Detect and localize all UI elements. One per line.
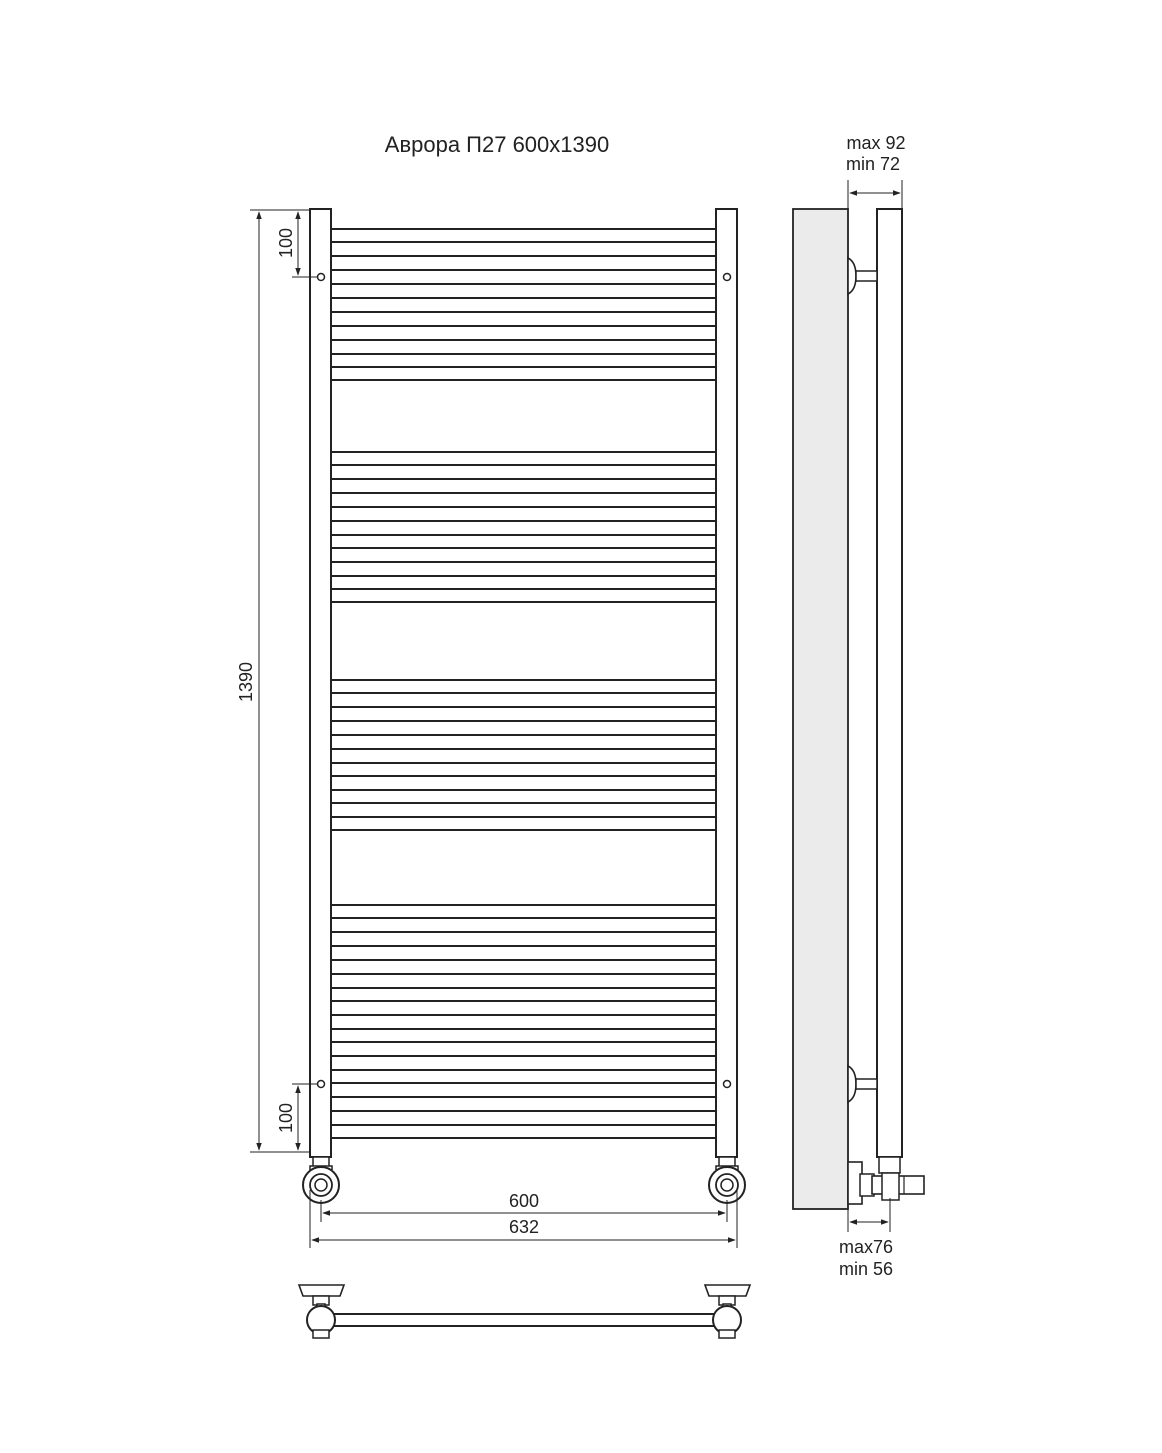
top-view-bar — [321, 1314, 727, 1326]
dimension-width-inner-label: 600 — [508, 1191, 540, 1211]
top-view — [299, 1285, 750, 1338]
valve-right — [709, 1157, 745, 1203]
mount-hole-top-right — [724, 274, 731, 281]
side-view — [793, 209, 924, 1209]
side-collector — [877, 209, 902, 1157]
side-valve — [848, 1157, 924, 1204]
right-collector — [716, 209, 737, 1157]
mount-hole-top-left — [318, 274, 325, 281]
side-bracket-bottom — [848, 1066, 877, 1102]
dimension-width-outer-label: 632 — [508, 1217, 540, 1237]
dimension-side-bottom-max: max76 — [838, 1237, 894, 1257]
dimension-bottom-offset-label: 100 — [276, 1102, 296, 1134]
mount-hole-bottom-left — [318, 1081, 325, 1088]
dimension-side-bottom-min: min 56 — [838, 1259, 894, 1279]
wall — [793, 209, 848, 1209]
top-view-right-end — [705, 1285, 750, 1338]
dimension-side-top-min: min 72 — [845, 154, 901, 174]
dimension-side-bottom — [839, 1198, 893, 1279]
left-collector — [310, 209, 331, 1157]
crossbars — [331, 229, 716, 1138]
dimension-height-label: 1390 — [236, 661, 256, 703]
drawing-title: Аврора П27 600х1390 — [384, 132, 610, 157]
mount-hole-bottom-right — [724, 1081, 731, 1088]
valve-left — [303, 1157, 339, 1203]
dimension-top-offset-label: 100 — [276, 227, 296, 259]
side-bracket-top — [848, 258, 877, 294]
dimension-side-top — [846, 133, 906, 209]
dimension-side-top-max: max 92 — [846, 133, 906, 153]
dimension-height — [236, 210, 310, 1152]
top-view-left-end — [299, 1285, 344, 1338]
front-view — [303, 209, 745, 1203]
